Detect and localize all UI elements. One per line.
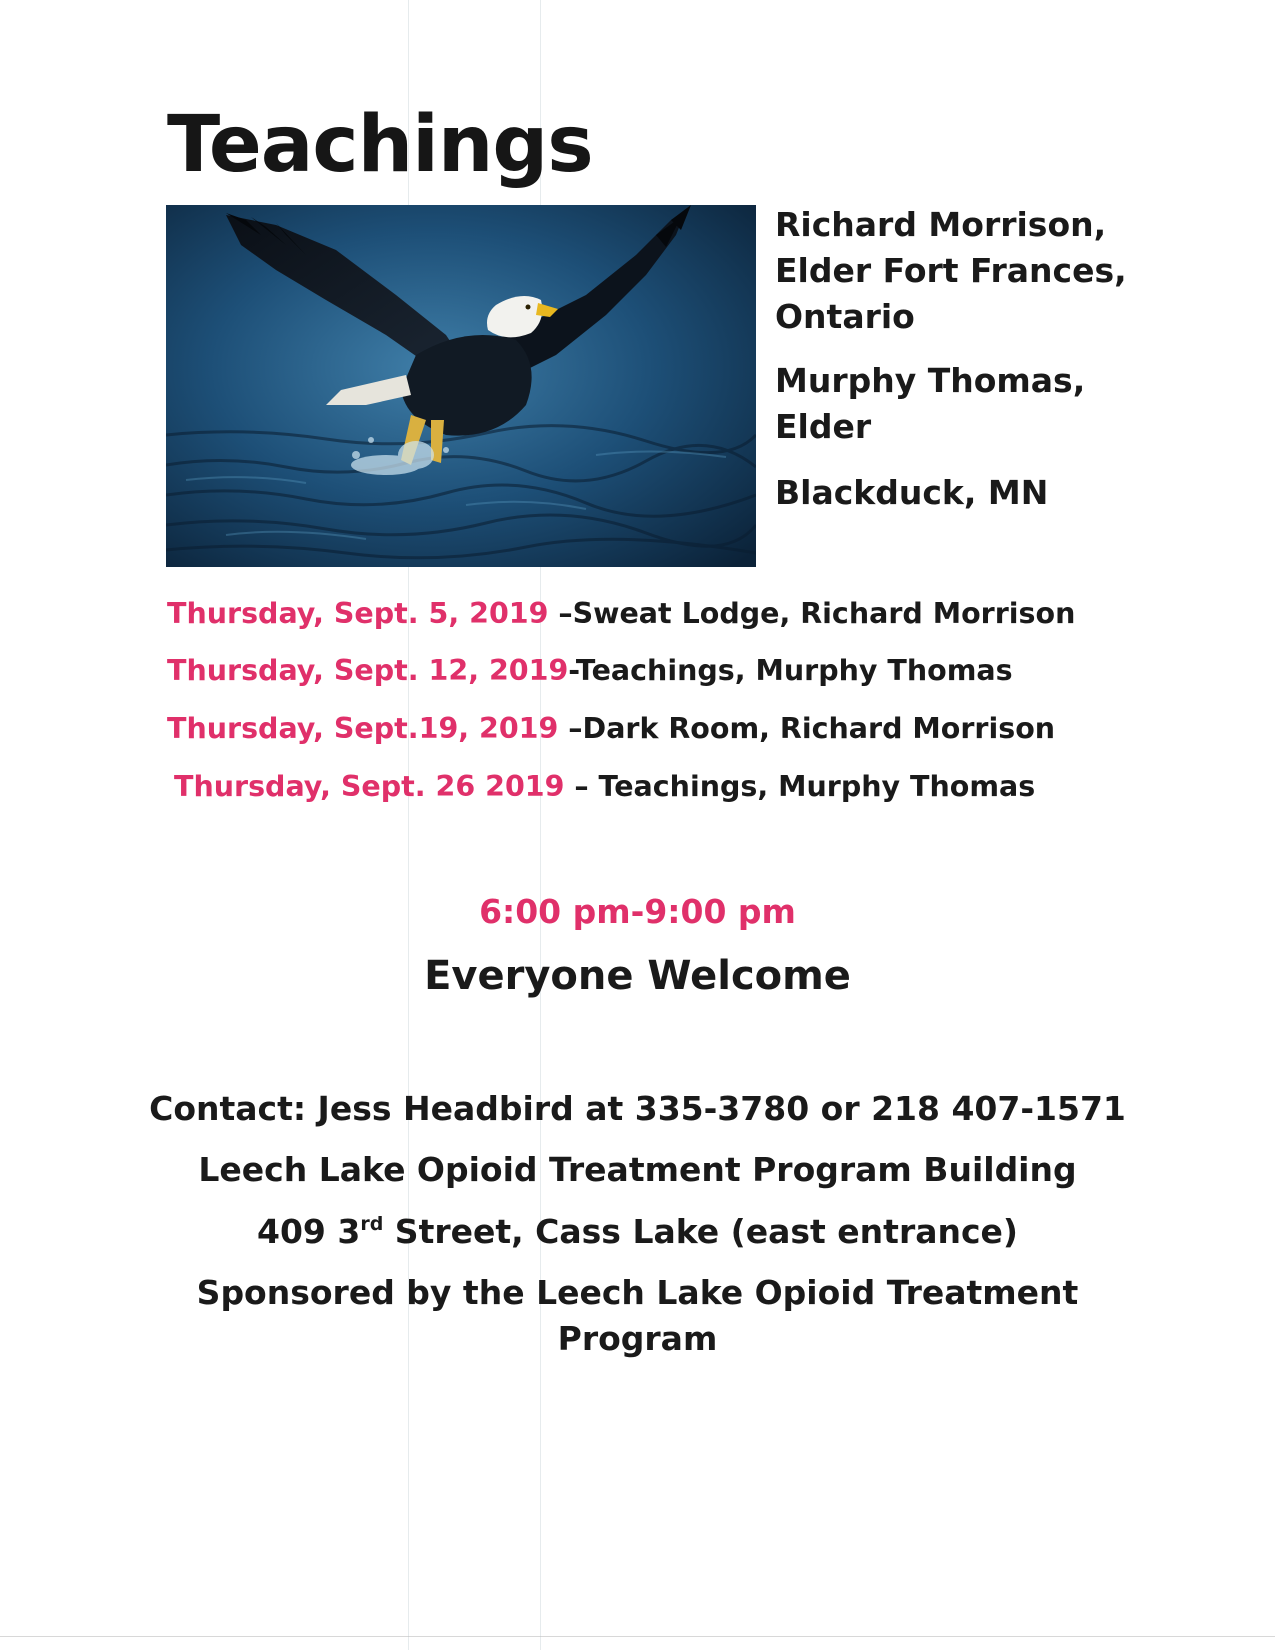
schedule-row: [167, 654, 1013, 687]
contact-line: Contact: Jess Headbird at 335-3780 or 218 407-1571: [149, 1089, 1126, 1128]
schedule-row: [174, 770, 1036, 803]
schedule-event: – Teachings, Murphy Thomas: [564, 770, 1036, 803]
schedule-event: –Sweat Lodge, Richard Morrison: [548, 597, 1076, 630]
schedule-row: [167, 712, 1056, 745]
address-ordinal-suffix: rd: [360, 1213, 384, 1235]
eagle-photo: [166, 205, 756, 567]
flyer-title: Teachings: [167, 100, 593, 190]
speaker-name-richard: Richard Morrison,: [775, 205, 1107, 244]
schedule-date: Thursday, Sept. 26 2019: [174, 770, 565, 803]
speaker-block-bottom: [775, 470, 1048, 516]
speaker-location-richard: Ontario: [775, 297, 915, 336]
sponsor-line: Sponsored by the Leech Lake Opioid Treatment: [196, 1273, 1079, 1312]
schedule-date: Thursday, Sept. 5, 2019: [167, 597, 549, 630]
address-line: [0, 1209, 1275, 1255]
schedule-event: -Teachings, Murphy Thomas: [568, 654, 1013, 687]
schedule-row: [167, 597, 1076, 630]
speaker-title-murphy: Elder: [775, 407, 872, 446]
speaker-name-murphy: Murphy Thomas,: [775, 361, 1086, 400]
building-line: Leech Lake Opioid Treatment Program Building: [198, 1150, 1077, 1189]
schedule-date: Thursday, Sept. 12, 2019: [167, 654, 569, 687]
event-time: 6:00 pm-9:00 pm: [479, 892, 796, 931]
schedule-date: Thursday, Sept.19, 2019: [167, 712, 559, 745]
address-number: 409 3: [256, 1212, 361, 1251]
speaker-title-richard: Elder Fort Frances,: [775, 251, 1127, 290]
sponsor-line-continued: Program: [557, 1319, 718, 1358]
eagle-over-water-image: [166, 205, 756, 567]
speaker-block-middle: [775, 358, 1085, 450]
speaker-block-top: [775, 202, 1127, 340]
scan-edge-line: [0, 1636, 1275, 1637]
speaker-location-murphy: Blackduck, MN: [775, 473, 1049, 512]
address-street: Street, Cass Lake (east entrance): [383, 1212, 1019, 1251]
welcome-text: Everyone Welcome: [424, 953, 851, 999]
schedule-event: –Dark Room, Richard Morrison: [558, 712, 1056, 745]
